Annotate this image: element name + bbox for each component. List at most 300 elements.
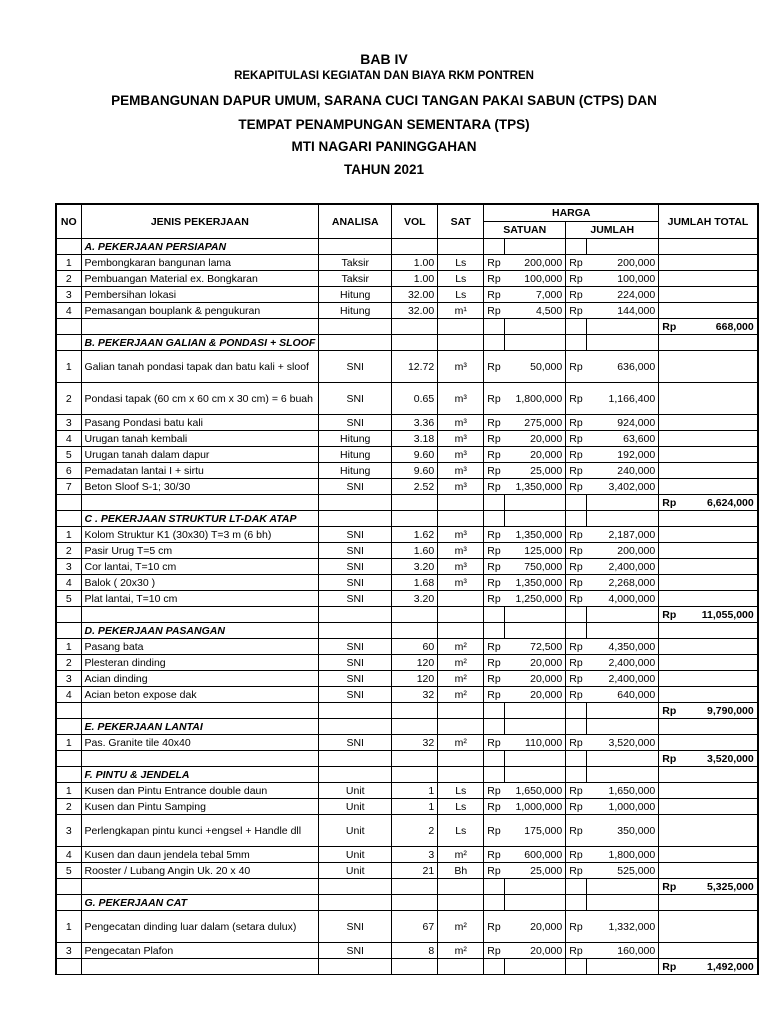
volume-value: 1: [392, 783, 438, 799]
section-title: G. PEKERJAAN CAT: [81, 895, 319, 911]
amount-value: 640,000: [587, 687, 659, 703]
job-description: Beton Sloof S-1; 30/30: [81, 479, 319, 495]
currency-label: Rp: [484, 479, 505, 495]
analysis-method: Hitung: [319, 463, 392, 479]
unit-price-value: 600,000: [505, 847, 566, 863]
empty-cell: [566, 511, 587, 527]
currency-label: Rp: [484, 799, 505, 815]
currency-label: Rp: [659, 959, 683, 975]
col-job-header: JENIS PEKERJAAN: [81, 204, 319, 239]
analysis-method: Unit: [319, 863, 392, 879]
empty-cell: [587, 879, 659, 895]
currency-label: Rp: [484, 735, 505, 751]
currency-label: Rp: [484, 847, 505, 863]
amount-value: 1,332,000: [587, 911, 659, 943]
section-title: F. PINTU & JENDELA: [81, 767, 319, 783]
table-row: [56, 735, 758, 751]
volume-value: 1.62: [392, 527, 438, 543]
table-row: [56, 447, 758, 463]
unit-value: Ls: [438, 271, 484, 287]
empty-cell: [392, 767, 438, 783]
job-description: Pembongkaran bangunan lama: [81, 255, 319, 271]
empty-cell: [659, 463, 758, 479]
amount-value: 636,000: [587, 351, 659, 383]
table-row: [56, 863, 758, 879]
section-subtotal: 668,000: [683, 319, 758, 335]
currency-label: Rp: [566, 271, 587, 287]
empty-cell: [505, 335, 566, 351]
row-number: 4: [56, 847, 81, 863]
amount-value: 350,000: [587, 815, 659, 847]
analysis-method: SNI: [319, 351, 392, 383]
empty-cell: [484, 959, 505, 975]
empty-cell: [56, 959, 81, 975]
empty-cell: [659, 511, 758, 527]
row-number: 2: [56, 271, 81, 287]
currency-label: Rp: [484, 543, 505, 559]
empty-cell: [505, 959, 566, 975]
section-row: [56, 719, 758, 735]
currency-label: Rp: [566, 463, 587, 479]
table-row: [56, 255, 758, 271]
row-number: 1: [56, 735, 81, 751]
empty-cell: [56, 879, 81, 895]
job-description: Pengecatan dinding luar dalam (setara dulux): [81, 911, 319, 943]
currency-label: Rp: [484, 943, 505, 959]
empty-cell: [56, 319, 81, 335]
empty-cell: [81, 879, 319, 895]
job-description: Pengecatan Plafon: [81, 943, 319, 959]
table-row: [56, 799, 758, 815]
section-row: [56, 623, 758, 639]
job-description: Kusen dan daun jendela tebal 5mm: [81, 847, 319, 863]
section-row: [56, 511, 758, 527]
unit-price-value: 100,000: [505, 271, 566, 287]
empty-cell: [659, 863, 758, 879]
row-number: 4: [56, 431, 81, 447]
volume-value: 32.00: [392, 287, 438, 303]
unit-value: m³: [438, 463, 484, 479]
empty-cell: [438, 719, 484, 735]
unit-price-value: 275,000: [505, 415, 566, 431]
analysis-method: Hitung: [319, 431, 392, 447]
empty-cell: [484, 319, 505, 335]
volume-value: 3.18: [392, 431, 438, 447]
volume-value: 1.00: [392, 255, 438, 271]
unit-price-value: 50,000: [505, 351, 566, 383]
empty-cell: [81, 495, 319, 511]
unit-value: m¹: [438, 303, 484, 319]
table-row: [56, 559, 758, 575]
empty-cell: [484, 607, 505, 623]
unit-value: m²: [438, 847, 484, 863]
job-description: Rooster / Lubang Angin Uk. 20 x 40: [81, 863, 319, 879]
empty-cell: [56, 607, 81, 623]
currency-label: Rp: [566, 431, 587, 447]
empty-cell: [659, 415, 758, 431]
row-number: 4: [56, 687, 81, 703]
job-description: Kolom Struktur K1 (30x30) T=3 m (6 bh): [81, 527, 319, 543]
unit-price-value: 110,000: [505, 735, 566, 751]
empty-cell: [319, 495, 392, 511]
row-number: 4: [56, 575, 81, 591]
currency-label: Rp: [566, 255, 587, 271]
empty-cell: [438, 623, 484, 639]
analysis-method: SNI: [319, 655, 392, 671]
amount-value: 2,187,000: [587, 527, 659, 543]
currency-label: Rp: [484, 687, 505, 703]
row-number: [56, 767, 81, 783]
job-description: Pemadatan lantai I + sirtu: [81, 463, 319, 479]
table-row: [56, 655, 758, 671]
amount-value: 200,000: [587, 255, 659, 271]
volume-value: 32: [392, 687, 438, 703]
empty-cell: [56, 703, 81, 719]
empty-cell: [438, 319, 484, 335]
unit-price-value: 7,000: [505, 287, 566, 303]
unit-value: m²: [438, 943, 484, 959]
empty-cell: [659, 719, 758, 735]
section-row: [56, 335, 758, 351]
empty-cell: [81, 703, 319, 719]
row-number: 3: [56, 287, 81, 303]
job-description: Pembersihan lokasi: [81, 287, 319, 303]
empty-cell: [392, 751, 438, 767]
empty-cell: [659, 431, 758, 447]
amount-value: 63,600: [587, 431, 659, 447]
row-number: [56, 719, 81, 735]
empty-cell: [659, 303, 758, 319]
volume-value: 3: [392, 847, 438, 863]
job-description: Acian dinding: [81, 671, 319, 687]
volume-value: 3.20: [392, 591, 438, 607]
amount-value: 4,350,000: [587, 639, 659, 655]
currency-label: Rp: [484, 639, 505, 655]
volume-value: 1.00: [392, 271, 438, 287]
volume-value: 1.60: [392, 543, 438, 559]
row-number: 5: [56, 863, 81, 879]
currency-label: Rp: [566, 383, 587, 415]
row-number: 1: [56, 783, 81, 799]
subtotal-row: [56, 703, 758, 719]
empty-cell: [659, 735, 758, 751]
empty-cell: [659, 687, 758, 703]
empty-cell: [659, 383, 758, 415]
empty-cell: [319, 719, 392, 735]
table-row: [56, 543, 758, 559]
empty-cell: [56, 495, 81, 511]
project-title-line2: TEMPAT PENAMPUNGAN SEMENTARA (TPS): [238, 117, 530, 132]
row-number: [56, 239, 81, 255]
empty-cell: [438, 751, 484, 767]
empty-cell: [438, 511, 484, 527]
table-row: [56, 639, 758, 655]
empty-cell: [587, 895, 659, 911]
empty-cell: [484, 767, 505, 783]
unit-value: m²: [438, 639, 484, 655]
empty-cell: [438, 879, 484, 895]
empty-cell: [484, 495, 505, 511]
col-amount-header: JUMLAH: [566, 222, 659, 239]
empty-cell: [392, 895, 438, 911]
table-row: [56, 415, 758, 431]
unit-value: m²: [438, 655, 484, 671]
subtotal-row: [56, 879, 758, 895]
table-row: [56, 527, 758, 543]
empty-cell: [659, 799, 758, 815]
currency-label: Rp: [566, 351, 587, 383]
empty-cell: [484, 703, 505, 719]
empty-cell: [659, 591, 758, 607]
row-number: 7: [56, 479, 81, 495]
unit-price-value: 20,000: [505, 943, 566, 959]
analysis-method: Hitung: [319, 287, 392, 303]
empty-cell: [659, 447, 758, 463]
amount-value: 924,000: [587, 415, 659, 431]
currency-label: Rp: [566, 639, 587, 655]
col-vol-header: VOL: [392, 204, 438, 239]
currency-label: Rp: [566, 447, 587, 463]
empty-cell: [392, 623, 438, 639]
empty-cell: [319, 319, 392, 335]
currency-label: Rp: [566, 911, 587, 943]
currency-label: Rp: [659, 607, 683, 623]
amount-value: 1,800,000: [587, 847, 659, 863]
volume-value: 21: [392, 863, 438, 879]
analysis-method: SNI: [319, 671, 392, 687]
empty-cell: [484, 719, 505, 735]
row-number: 3: [56, 671, 81, 687]
section-row: [56, 895, 758, 911]
empty-cell: [319, 959, 392, 975]
row-number: 5: [56, 447, 81, 463]
unit-value: m³: [438, 415, 484, 431]
unit-value: m²: [438, 687, 484, 703]
currency-label: Rp: [484, 271, 505, 287]
row-number: 2: [56, 383, 81, 415]
empty-cell: [505, 511, 566, 527]
empty-cell: [566, 719, 587, 735]
volume-value: 2: [392, 815, 438, 847]
unit-price-value: 750,000: [505, 559, 566, 575]
table-row: [56, 351, 758, 383]
table-header-row: [56, 204, 758, 222]
row-number: 1: [56, 639, 81, 655]
empty-cell: [587, 959, 659, 975]
empty-cell: [659, 559, 758, 575]
unit-value: Bh: [438, 863, 484, 879]
table-row: [56, 815, 758, 847]
row-number: 1: [56, 911, 81, 943]
job-description: Pasir Urug T=5 cm: [81, 543, 319, 559]
job-description: Plat lantai, T=10 cm: [81, 591, 319, 607]
unit-price-value: 72,500: [505, 639, 566, 655]
empty-cell: [587, 335, 659, 351]
empty-cell: [81, 607, 319, 623]
currency-label: Rp: [566, 543, 587, 559]
analysis-method: SNI: [319, 911, 392, 943]
empty-cell: [659, 943, 758, 959]
unit-price-value: 20,000: [505, 911, 566, 943]
empty-cell: [566, 607, 587, 623]
unit-value: m²: [438, 671, 484, 687]
job-description: Plesteran dinding: [81, 655, 319, 671]
job-description: Pas. Granite tile 40x40: [81, 735, 319, 751]
empty-cell: [566, 335, 587, 351]
empty-cell: [319, 895, 392, 911]
empty-cell: [505, 767, 566, 783]
volume-value: 120: [392, 655, 438, 671]
unit-price-value: 25,000: [505, 463, 566, 479]
unit-value: Ls: [438, 815, 484, 847]
job-description: Kusen dan Pintu Samping: [81, 799, 319, 815]
currency-label: Rp: [484, 655, 505, 671]
empty-cell: [438, 767, 484, 783]
analysis-method: Unit: [319, 799, 392, 815]
amount-value: 160,000: [587, 943, 659, 959]
volume-value: 9.60: [392, 463, 438, 479]
empty-cell: [566, 895, 587, 911]
currency-label: Rp: [484, 591, 505, 607]
currency-label: Rp: [484, 863, 505, 879]
section-title: A. PEKERJAAN PERSIAPAN: [81, 239, 319, 255]
currency-label: Rp: [566, 575, 587, 591]
amount-value: 100,000: [587, 271, 659, 287]
currency-label: Rp: [566, 799, 587, 815]
analysis-method: SNI: [319, 943, 392, 959]
analysis-method: SNI: [319, 383, 392, 415]
section-subtotal: 11,055,000: [683, 607, 758, 623]
currency-label: Rp: [484, 415, 505, 431]
subtotal-row: [56, 959, 758, 975]
empty-cell: [587, 239, 659, 255]
volume-value: 1.68: [392, 575, 438, 591]
empty-cell: [484, 623, 505, 639]
empty-cell: [392, 607, 438, 623]
empty-cell: [392, 495, 438, 511]
subtotal-row: [56, 319, 758, 335]
table-row: [56, 479, 758, 495]
empty-cell: [659, 911, 758, 943]
empty-cell: [659, 479, 758, 495]
job-description: Galian tanah pondasi tapak dan batu kali + sloof: [81, 351, 319, 383]
section-row: [56, 239, 758, 255]
empty-cell: [319, 239, 392, 255]
empty-cell: [659, 575, 758, 591]
empty-cell: [319, 511, 392, 527]
empty-cell: [566, 751, 587, 767]
analysis-method: SNI: [319, 479, 392, 495]
empty-cell: [587, 511, 659, 527]
unit-price-value: 20,000: [505, 655, 566, 671]
analysis-method: Taksir: [319, 271, 392, 287]
subtotal-row: [56, 495, 758, 511]
currency-label: Rp: [484, 255, 505, 271]
section-subtotal: 9,790,000: [683, 703, 758, 719]
unit-value: Ls: [438, 255, 484, 271]
empty-cell: [566, 623, 587, 639]
currency-label: Rp: [659, 319, 683, 335]
unit-price-value: 1,800,000: [505, 383, 566, 415]
currency-label: Rp: [566, 943, 587, 959]
analysis-method: SNI: [319, 687, 392, 703]
empty-cell: [438, 703, 484, 719]
currency-label: Rp: [566, 655, 587, 671]
empty-cell: [587, 767, 659, 783]
currency-label: Rp: [484, 671, 505, 687]
empty-cell: [659, 543, 758, 559]
amount-value: 1,650,000: [587, 783, 659, 799]
unit-price-value: 125,000: [505, 543, 566, 559]
unit-value: Ls: [438, 799, 484, 815]
empty-cell: [319, 607, 392, 623]
empty-cell: [392, 335, 438, 351]
empty-cell: [392, 719, 438, 735]
volume-value: 32.00: [392, 303, 438, 319]
unit-price-value: 1,650,000: [505, 783, 566, 799]
row-number: 5: [56, 591, 81, 607]
currency-label: Rp: [484, 383, 505, 415]
analysis-method: Unit: [319, 783, 392, 799]
empty-cell: [659, 255, 758, 271]
volume-value: 120: [392, 671, 438, 687]
analysis-method: Unit: [319, 847, 392, 863]
empty-cell: [587, 719, 659, 735]
col-unit-header: SAT: [438, 204, 484, 239]
analysis-method: SNI: [319, 591, 392, 607]
job-description: Cor lantai, T=10 cm: [81, 559, 319, 575]
empty-cell: [659, 351, 758, 383]
empty-cell: [505, 495, 566, 511]
currency-label: Rp: [566, 863, 587, 879]
currency-label: Rp: [484, 463, 505, 479]
table-row: [56, 591, 758, 607]
empty-cell: [566, 879, 587, 895]
empty-cell: [659, 895, 758, 911]
table-row: [56, 463, 758, 479]
table-row: [56, 671, 758, 687]
unit-value: Ls: [438, 287, 484, 303]
table-row: [56, 687, 758, 703]
unit-price-value: 20,000: [505, 671, 566, 687]
currency-label: Rp: [659, 879, 683, 895]
volume-value: 8: [392, 943, 438, 959]
currency-label: Rp: [566, 287, 587, 303]
subtotal-row: [56, 607, 758, 623]
amount-value: 4,000,000: [587, 591, 659, 607]
empty-cell: [319, 335, 392, 351]
empty-cell: [659, 335, 758, 351]
section-row: [56, 767, 758, 783]
currency-label: Rp: [484, 303, 505, 319]
empty-cell: [81, 751, 319, 767]
empty-cell: [659, 271, 758, 287]
job-description: Pasang bata: [81, 639, 319, 655]
empty-cell: [659, 767, 758, 783]
currency-label: Rp: [566, 591, 587, 607]
job-description: Pasang Pondasi batu kali: [81, 415, 319, 431]
table-row: [56, 943, 758, 959]
row-number: [56, 895, 81, 911]
job-description: Pondasi tapak (60 cm x 60 cm x 30 cm) = 6 buah: [81, 383, 319, 415]
empty-cell: [438, 607, 484, 623]
empty-cell: [81, 319, 319, 335]
table-row: [56, 383, 758, 415]
analysis-method: Hitung: [319, 303, 392, 319]
row-number: 3: [56, 943, 81, 959]
project-year: TAHUN 2021: [343, 162, 425, 177]
row-number: [56, 623, 81, 639]
